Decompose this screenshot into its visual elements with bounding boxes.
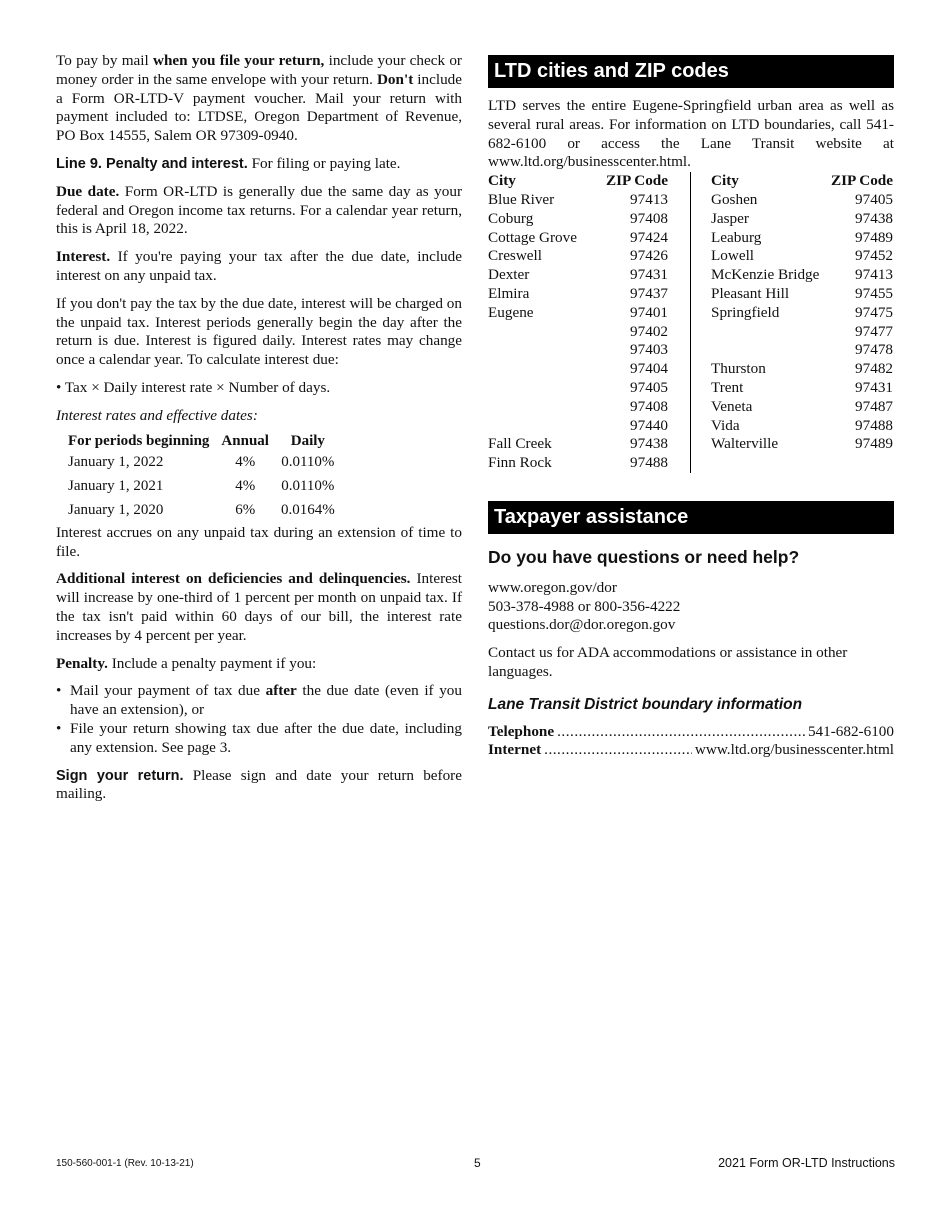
city-name: Trent: [711, 378, 744, 396]
due-date-paragraph: Due date. Form OR-LTD is generally due the same day as your federal and Oregon income tax returns. For a calendar year return, this is April 18, 2022.: [56, 182, 462, 238]
table-row: [488, 210, 668, 229]
zip-code: 97408: [630, 397, 668, 415]
left-column: [56, 52, 462, 813]
table-row: January 1, 2021 4% 0.0110%: [68, 478, 335, 495]
list-item: • File your return showing tax due after the due date, including any extension. See page 3.: [56, 719, 462, 756]
list-item: • Mail your payment of tax due after the due date (even if you have an extension), or: [56, 682, 462, 719]
zip-code: 97403: [630, 341, 668, 359]
zip-code: 97408: [630, 209, 668, 227]
zip-code: 97401: [630, 303, 668, 321]
rates-caption: Interest rates and effective dates:: [56, 406, 258, 424]
due-date-heading: Due date.: [56, 182, 120, 200]
table-row: [711, 360, 893, 379]
zip-code: 97405: [630, 378, 668, 396]
telephone-value: 541-682-6100: [807, 722, 894, 740]
city-name: Walterville: [711, 435, 779, 453]
city-name: Leaburg: [711, 228, 762, 246]
city-name: Thurston: [711, 360, 766, 378]
zip-code-table: [488, 172, 894, 473]
zip-code: 97438: [630, 435, 668, 453]
city-name: Fall Creek: [488, 435, 552, 453]
table-row: [488, 379, 668, 398]
table-row: [711, 323, 893, 342]
page-number: 5: [474, 1156, 481, 1170]
interest-accrues-paragraph: Interest accrues on any unpaid tax during an extension of time to file.: [56, 523, 462, 560]
city-name: Blue River: [488, 190, 555, 208]
zip-code: 97437: [630, 284, 668, 302]
table-row: [488, 454, 668, 473]
zip-column-left: [488, 172, 691, 473]
table-row: [711, 417, 893, 436]
table-row: [488, 435, 668, 454]
table-row: [711, 285, 893, 304]
zip-code: 97477: [855, 322, 893, 340]
zip-header: City ZIP Code: [711, 172, 893, 190]
table-row: [711, 435, 893, 454]
table-row: [711, 379, 893, 398]
zip-code: 97488: [630, 454, 668, 472]
zip-code: 97402: [630, 322, 668, 340]
phone-numbers: 503-378-4988 or 800-356-4222: [488, 597, 681, 615]
table-row: [711, 247, 893, 266]
bullet-icon: •: [56, 719, 62, 737]
table-row: [488, 417, 668, 436]
interest-heading: Interest.: [56, 248, 111, 266]
table-row: [488, 304, 668, 323]
zip-code: 97475: [855, 303, 893, 321]
table-row: [711, 398, 893, 417]
city-name: Coburg: [488, 209, 534, 227]
bullet-icon: •: [56, 682, 62, 700]
penalty-paragraph: Penalty. Include a penalty payment if you:: [56, 654, 317, 672]
zip-code: 97478: [855, 341, 893, 359]
zip-code: 97489: [855, 435, 893, 453]
table-header: Daily: [290, 432, 325, 449]
table-row: [488, 360, 668, 379]
table-row: January 1, 2020 6% 0.0164%: [68, 501, 335, 518]
zip-code: 97404: [630, 360, 668, 378]
zip-code: 97413: [855, 266, 893, 284]
internet-link[interactable]: www.ltd.org/businesscenter.html: [694, 741, 894, 759]
city-name: Lowell: [711, 247, 755, 265]
table-row: [711, 304, 893, 323]
line9-paragraph: Line 9. Penalty and interest. For filing or paying late.: [56, 154, 401, 172]
zip-code: 97487: [855, 397, 893, 415]
table-row: [711, 210, 893, 229]
zip-code: 97482: [855, 360, 893, 378]
zip-code: 97431: [855, 378, 893, 396]
boundary-heading: Lane Transit District boundary information: [488, 695, 803, 713]
interest-formula: • Tax × Daily interest rate × Number of days.: [56, 378, 331, 396]
help-heading: Do you have questions or need help?: [488, 546, 800, 567]
table-header-row: [68, 432, 347, 451]
table-header: For periods beginning: [68, 432, 210, 449]
website-link[interactable]: www.oregon.gov/dor: [488, 578, 617, 596]
zip-code: 97488: [855, 416, 893, 434]
additional-interest-heading: Additional interest on deficiencies and delinquencies.: [56, 570, 411, 588]
table-row: [711, 341, 893, 360]
table-row: [488, 323, 668, 342]
telephone-row: Telephone ..... 541-682-6100: [488, 723, 894, 742]
interest-explanation: If you don't pay the tax by the due date, interest will be charged on the unpaid tax. Interest periods generally begin the day after the return is due. Interest is figured daily. Interest rates may change once a calendar year. To calculate interest due:: [56, 294, 462, 369]
interest-paragraph: Interest. If you're paying your tax after the due date, include interest on any unpaid tax.: [56, 248, 462, 284]
pay-by-mail-paragraph: To pay by mail when you file your return, include your check or money order in the same envelope with your return. Don't include a Form OR-LTD-V payment voucher. Mail your return with payment included to: LTDSE, Oregon Department of Revenue, PO Box 14555, Salem OR 97309-0940.: [56, 52, 463, 145]
city-name: Creswell: [488, 247, 542, 265]
zip-code: 97413: [630, 190, 668, 208]
zip-code: 97438: [855, 209, 893, 227]
right-column: [488, 55, 894, 760]
interest-rates-table: [68, 432, 347, 522]
table-row: [711, 229, 893, 248]
city-name: Veneta: [711, 397, 753, 415]
city-name: Pleasant Hill: [711, 284, 790, 302]
zip-column-right: [691, 172, 893, 473]
zip-header: City ZIP Code: [488, 172, 668, 190]
ltd-intro: LTD serves the entire Eugene-Springfield urban area as well as several rural areas. For information on LTD boundaries, call 541-682-6100 or access the Lane Transit website at www.ltd.org/businesscenter.html.: [488, 97, 894, 171]
zip-code: 97405: [855, 190, 893, 208]
additional-interest-paragraph: Additional interest on deficiencies and delinquencies. Interest will increase by one-third of 1 percent per month on unpaid tax. If the tax isn't paid within 60 days of our bill, the interest rate increases by 4 percent per year.: [56, 570, 462, 644]
zip-code: 97452: [855, 247, 893, 265]
zip-code: 97424: [630, 228, 668, 246]
table-header: Annual: [221, 432, 269, 449]
table-row: [711, 266, 893, 285]
form-number: 150-560-001-1 (Rev. 10-13-21): [56, 1158, 194, 1169]
form-title: 2021 Form OR-LTD Instructions: [718, 1156, 895, 1170]
city-name: Springfield: [711, 303, 780, 321]
table-row: [488, 398, 668, 417]
ltd-cities-banner: LTD cities and ZIP codes: [488, 55, 894, 88]
table-row: [488, 247, 668, 266]
contact-block: [488, 579, 894, 635]
zip-code: 97431: [630, 266, 668, 284]
city-name: Vida: [711, 416, 740, 434]
email-link[interactable]: questions.dor@dor.oregon.gov: [488, 616, 676, 634]
ada-paragraph: Contact us for ADA accommodations or assistance in other languages.: [488, 644, 848, 680]
taxpayer-assistance-banner: Taxpayer assistance: [488, 501, 894, 534]
internet-row: Internet ..... www.ltd.org/businesscenter.html: [488, 741, 894, 760]
city-name: Finn Rock: [488, 454, 552, 472]
city-name: Dexter: [488, 266, 530, 284]
table-row: January 1, 2022 4% 0.0110%: [68, 454, 335, 471]
zip-code: 97440: [630, 416, 668, 434]
sign-return-paragraph: Sign your return. Please sign and date your return before mailing.: [56, 766, 462, 803]
table-row: [488, 285, 668, 304]
city-name: Jasper: [711, 209, 749, 227]
zip-code: 97455: [855, 284, 893, 302]
table-row: [711, 191, 893, 210]
sign-return-heading: Sign your return.: [56, 767, 184, 784]
table-row: [488, 229, 668, 248]
table-row: [488, 341, 668, 360]
city-name: Eugene: [488, 303, 534, 321]
zip-code: 97489: [855, 228, 893, 246]
city-name: Elmira: [488, 284, 530, 302]
city-name: Cottage Grove: [488, 228, 577, 246]
city-name: McKenzie Bridge: [711, 266, 820, 284]
table-row: [488, 266, 668, 285]
penalty-heading: Penalty.: [56, 654, 108, 672]
table-row: [488, 191, 668, 210]
zip-code: 97426: [630, 247, 668, 265]
city-name: Goshen: [711, 190, 758, 208]
line9-heading: Line 9. Penalty and interest.: [56, 155, 248, 172]
